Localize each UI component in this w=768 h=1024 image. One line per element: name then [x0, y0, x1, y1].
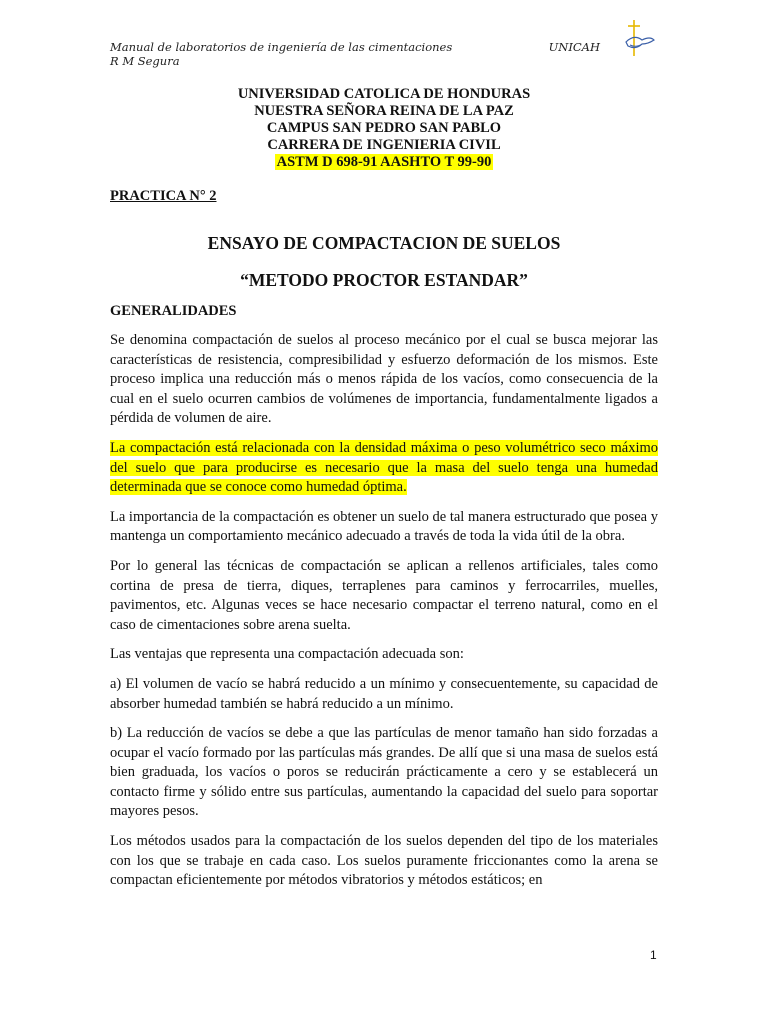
- body-text: [110, 331, 658, 901]
- university-name: UNIVERSIDAD CATOLICA DE HONDURAS: [237, 86, 531, 102]
- main-title: ENSAYO DE COMPACTACION DE SUELOS: [207, 233, 561, 253]
- campus-name: CAMPUS SAN PEDRO SAN PABLO: [266, 120, 502, 136]
- paragraph: Por lo general las técnicas de compactación se aplican a rellenos artificiales, tales como cortina de presa de tierra, diques, terraplenes para caminos y ferrocarriles, muelles, pavimentos, etc. Algunas veces se hace necesario compactar el terreno natural, como en el caso de cimentaciones sobre arena suelta.: [110, 557, 658, 633]
- standard-reference: ASTM D 698-91 AASHTO T 99-90: [276, 154, 492, 170]
- university-cross-dove-icon: [620, 18, 658, 62]
- list-item: b) La reducción de vacíos se debe a que las partículas de menor tamaño han sido forzadas a ocupar el vacío formado por las partículas más grandes. De allí que si una masa de suelos está bien graduada, los vacíos o poros se reducirán prácticamente a cero y se establecerá un contacto firme y sólido entre sus partículas, aumentando la capacidad del suelo para soportar mayores pesos.: [110, 725, 658, 820]
- university-subtitle: NUESTRA SEÑORA REINA DE LA PAZ: [254, 103, 514, 119]
- institution-short: UNICAH: [548, 40, 600, 54]
- subtitle: “METODO PROCTOR ESTANDAR”: [240, 270, 528, 290]
- manual-title: Manual de laboratorios de ingeniería de las cimentaciones: [110, 40, 453, 54]
- page-number: 1: [650, 948, 657, 962]
- institution-title-block: [110, 86, 658, 171]
- list-item: a) El volumen de vacío se habrá reducido a un mínimo y consecuentemente, su capacidad de absorber humedad también se habrá reducido a un mínimo.: [110, 675, 658, 712]
- author: R M Segura: [110, 54, 180, 68]
- paragraph: Se denomina compactación de suelos al proceso mecánico por el cual se busca mejorar las características de resistencia, compresibilidad y esfuerzo deformación de los mismos. Este proceso implica una reducción más o menos rápida de los vacíos, como consecuencia de la cual en el suelo ocurren cambios de volúmenes de importancia, fundamentalmente ligados a pérdida de volumen de aire.: [110, 332, 658, 427]
- career-name: CARRERA DE INGENIERIA CIVIL: [267, 137, 501, 153]
- paragraph: La importancia de la compactación es obtener un suelo de tal manera estructurado que posea y mantenga un comportamiento mecánico adecuado a través de toda la vida útil de la obra.: [110, 508, 658, 545]
- highlighted-paragraph: La compactación está relacionada con la densidad máxima o peso volumétrico seco máximo del suelo que para producirse es necesario que la masa del suelo tenga una humedad determinada que se conoce como humedad óptima.: [110, 439, 658, 496]
- paragraph: Las ventajas que representa una compactación adecuada son:: [110, 646, 464, 663]
- running-header: [110, 40, 630, 68]
- practice-label: PRACTICA N° 2: [110, 188, 217, 204]
- section-heading: GENERALIDADES: [110, 303, 237, 319]
- paragraph: Los métodos usados para la compactación de los suelos dependen del tipo de los materiales con los que se trabaje en cada caso. Los suelos puramente friccionantes como la arena se compactan eficientemente por métodos vibratorios y métodos estáticos; en: [110, 833, 658, 889]
